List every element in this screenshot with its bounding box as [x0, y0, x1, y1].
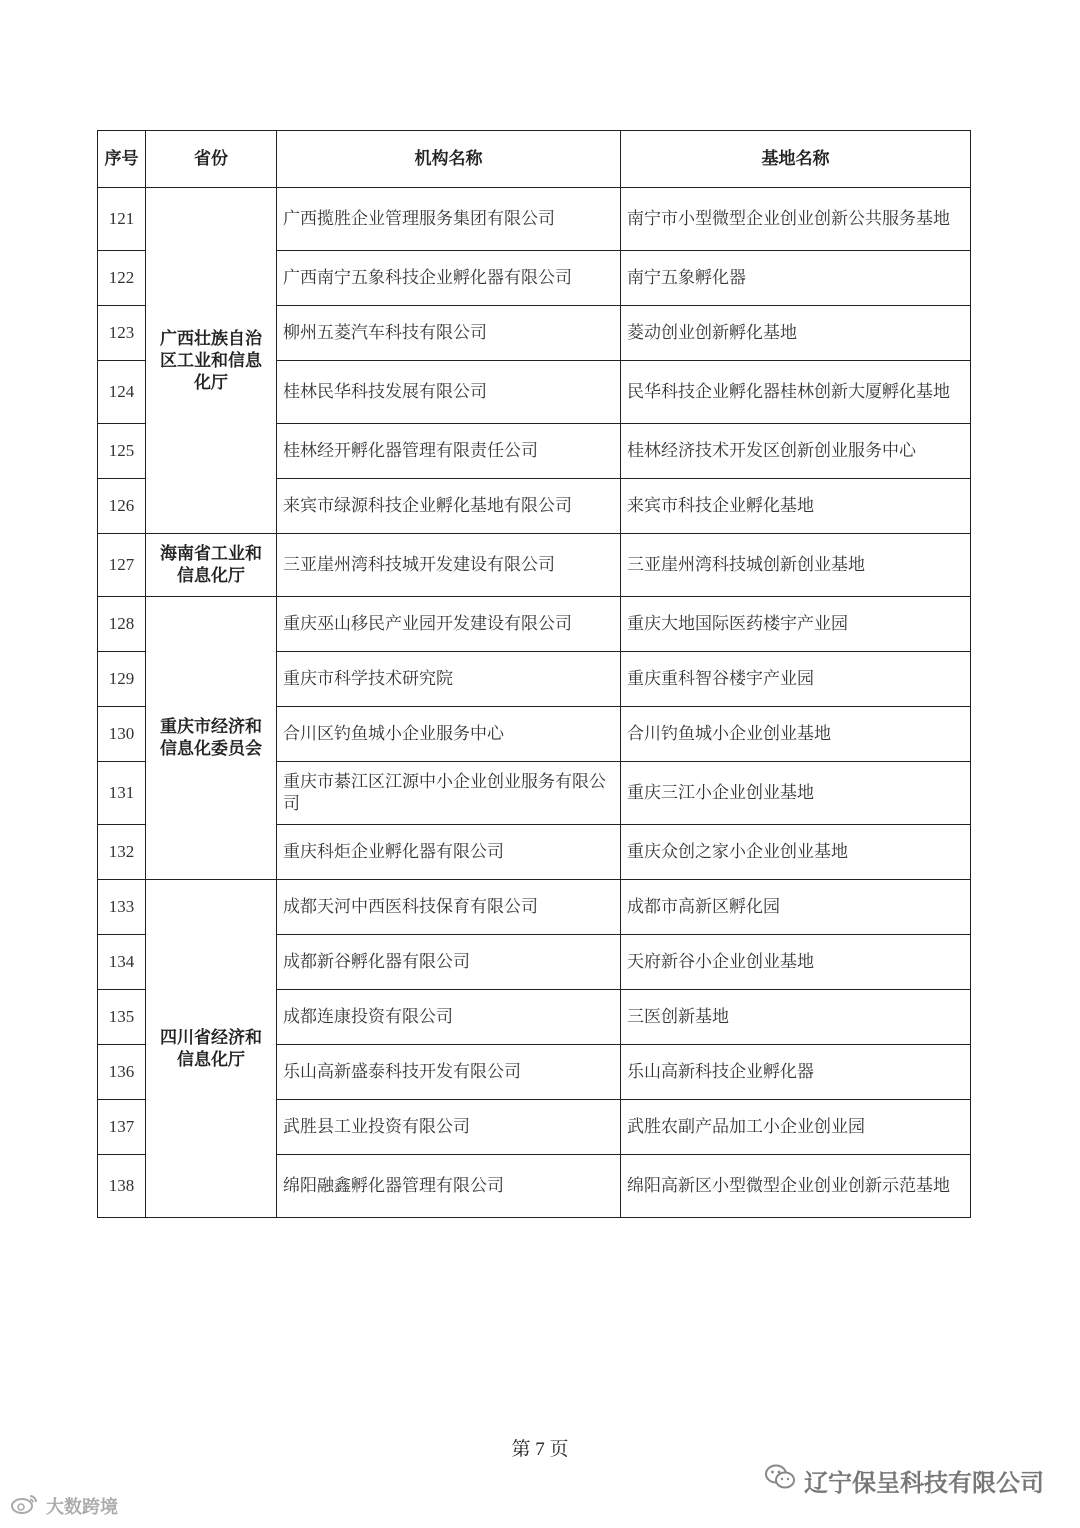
watermark-right-text: 辽宁保呈科技有限公司: [804, 1468, 1044, 1497]
table-header-row: [98, 131, 971, 188]
cell-org: 成都新谷孵化器有限公司: [277, 935, 621, 990]
table-row: [98, 534, 971, 597]
cell-no: 133: [98, 880, 146, 935]
cell-base: 重庆三江小企业创业基地: [621, 762, 971, 825]
cell-org: 成都天河中西医科技保育有限公司: [277, 880, 621, 935]
cell-org: 柳州五菱汽车科技有限公司: [277, 306, 621, 361]
cell-org: 广西揽胜企业管理服务集团有限公司: [277, 188, 621, 251]
header-org: 机构名称: [277, 131, 621, 188]
cell-base: 桂林经济技术开发区创新创业服务中心: [621, 424, 971, 479]
weibo-icon: [10, 1493, 40, 1520]
cell-province: 重庆市经济和信息化委员会: [146, 597, 277, 880]
cell-no: 127: [98, 534, 146, 597]
header-province: 省份: [146, 131, 277, 188]
cell-no: 130: [98, 707, 146, 762]
cell-org: 重庆市科学技术研究院: [277, 652, 621, 707]
cell-no: 137: [98, 1100, 146, 1155]
cell-org: 来宾市绿源科技企业孵化基地有限公司: [277, 479, 621, 534]
cell-org: 重庆市綦江区江源中小企业创业服务有限公司: [277, 762, 621, 825]
cell-org: 武胜县工业投资有限公司: [277, 1100, 621, 1155]
watermark-left-text: 大数跨境: [46, 1497, 118, 1518]
table-row: [98, 188, 971, 251]
cell-no: 128: [98, 597, 146, 652]
cell-no: 138: [98, 1155, 146, 1218]
cell-base: 来宾市科技企业孵化基地: [621, 479, 971, 534]
document-table: [97, 130, 971, 1218]
cell-no: 131: [98, 762, 146, 825]
cell-base: 成都市高新区孵化园: [621, 880, 971, 935]
cell-base: 南宁市小型微型企业创业创新公共服务基地: [621, 188, 971, 251]
cell-no: 132: [98, 825, 146, 880]
watermark-right: [764, 1460, 1044, 1500]
cell-org: 重庆科炬企业孵化器有限公司: [277, 825, 621, 880]
cell-no: 129: [98, 652, 146, 707]
wechat-icon: [764, 1463, 796, 1497]
header-no: 序号: [98, 131, 146, 188]
cell-no: 125: [98, 424, 146, 479]
cell-no: 126: [98, 479, 146, 534]
table-row: [98, 597, 971, 652]
cell-no: 121: [98, 188, 146, 251]
cell-base: 南宁五象孵化器: [621, 251, 971, 306]
cell-org: 成都连康投资有限公司: [277, 990, 621, 1045]
cell-base: 三医创新基地: [621, 990, 971, 1045]
table-row: [98, 880, 971, 935]
cell-base: 重庆大地国际医药楼宇产业园: [621, 597, 971, 652]
cell-org: 三亚崖州湾科技城开发建设有限公司: [277, 534, 621, 597]
cell-no: 136: [98, 1045, 146, 1100]
cell-base: 三亚崖州湾科技城创新创业基地: [621, 534, 971, 597]
cell-no: 134: [98, 935, 146, 990]
cell-no: 124: [98, 361, 146, 424]
cell-base: 民华科技企业孵化器桂林创新大厦孵化基地: [621, 361, 971, 424]
cell-org: 广西南宁五象科技企业孵化器有限公司: [277, 251, 621, 306]
cell-org: 重庆巫山移民产业园开发建设有限公司: [277, 597, 621, 652]
watermark-left: [10, 1492, 118, 1520]
cell-org: 绵阳融鑫孵化器管理有限公司: [277, 1155, 621, 1218]
cell-province: 四川省经济和信息化厅: [146, 880, 277, 1218]
page-number: 第 7 页: [511, 1439, 569, 1460]
cell-base: 合川钓鱼城小企业创业基地: [621, 707, 971, 762]
cell-base: 武胜农副产品加工小企业创业园: [621, 1100, 971, 1155]
cell-base: 菱动创业创新孵化基地: [621, 306, 971, 361]
cell-base: 重庆众创之家小企业创业基地: [621, 825, 971, 880]
cell-base: 天府新谷小企业创业基地: [621, 935, 971, 990]
cell-no: 123: [98, 306, 146, 361]
cell-org: 乐山高新盛泰科技开发有限公司: [277, 1045, 621, 1100]
cell-org: 合川区钓鱼城小企业服务中心: [277, 707, 621, 762]
cell-no: 122: [98, 251, 146, 306]
cell-base: 重庆重科智谷楼宇产业园: [621, 652, 971, 707]
cell-org: 桂林民华科技发展有限公司: [277, 361, 621, 424]
cell-no: 135: [98, 990, 146, 1045]
cell-org: 桂林经开孵化器管理有限责任公司: [277, 424, 621, 479]
cell-province: 广西壮族自治区工业和信息化厅: [146, 188, 277, 534]
cell-base: 绵阳高新区小型微型企业创业创新示范基地: [621, 1155, 971, 1218]
cell-base: 乐山高新科技企业孵化器: [621, 1045, 971, 1100]
cell-province: 海南省工业和信息化厅: [146, 534, 277, 597]
table-body: [98, 188, 971, 1218]
header-base: 基地名称: [621, 131, 971, 188]
